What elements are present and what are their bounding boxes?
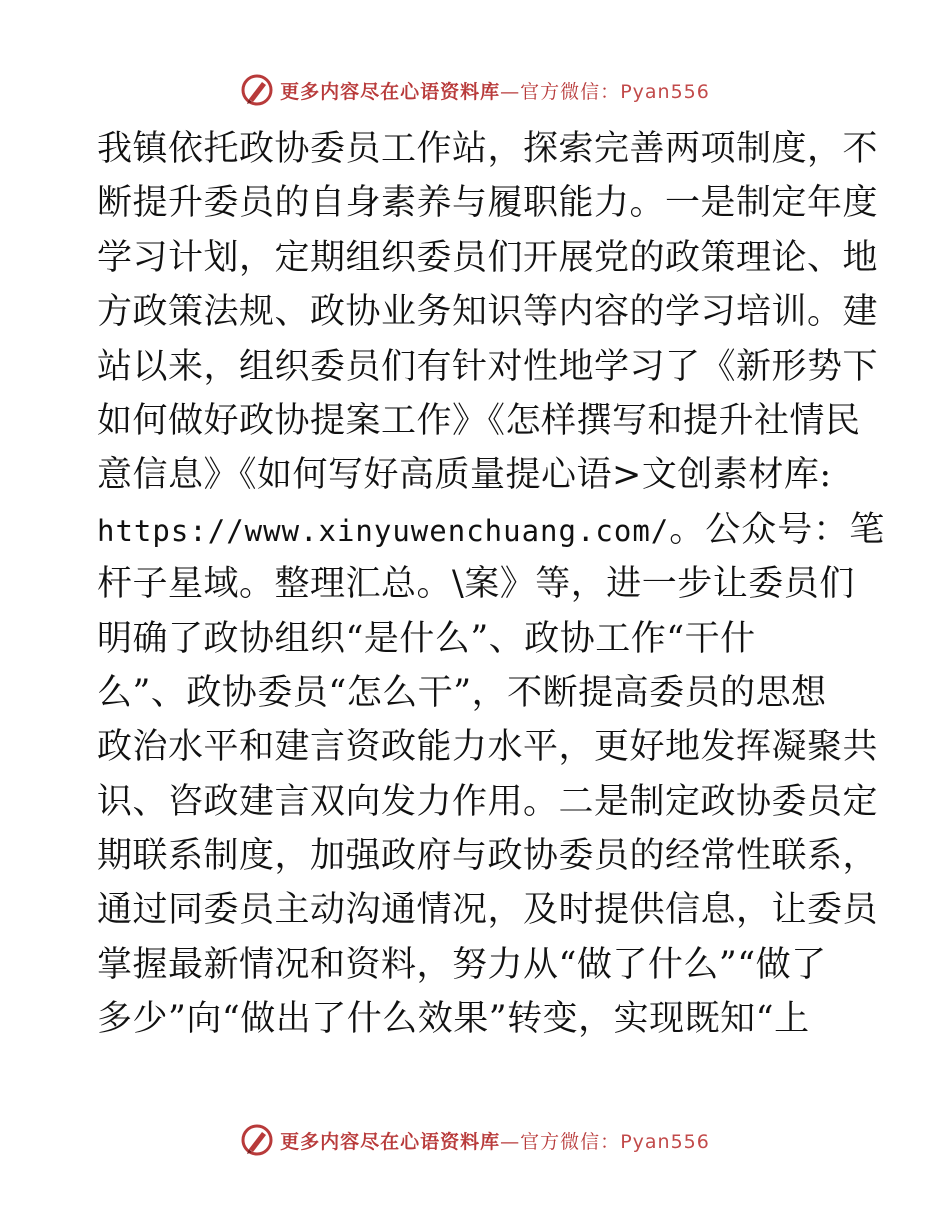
body-line: 方政策法规、政协业务知识等内容的学习培训。建 — [97, 292, 879, 333]
body-line: 明确了政协组织“是什么”、政协工作“干什 — [97, 618, 756, 659]
body-line: 识、咨政建言双向发力作用。二是制定政协委员定 — [97, 781, 879, 822]
body-line: 学习计划，定期组织委员们开展党的政策理论、地 — [97, 237, 879, 278]
footer-banner — [0, 1120, 950, 1160]
body-line: 站以来，组织委员们有针对性地学习了《新形势下 — [97, 346, 879, 387]
body-line: 期联系制度，加强政府与政协委员的经常性联系， — [97, 836, 879, 877]
body-line: 么”、政协委员“怎么干”，不断提高委员的思想 — [97, 672, 827, 713]
body-line: 掌握最新情况和资料，努力从“做了什么”“做了 — [97, 944, 827, 985]
body-line: 通过同委员主动沟通情况，及时提供信息，让委员 — [97, 890, 879, 931]
body-line: 意信息》《如何写好高质量提心语>文创素材库: — [97, 455, 832, 496]
body-line: 如何做好政协提案工作》《怎样撰写和提升社情民 — [97, 400, 861, 441]
body-line: 杆子星域。整理汇总。\案》等，进一步让委员们 — [97, 564, 855, 605]
pen-logo-icon — [240, 73, 274, 107]
document-body — [97, 122, 886, 1047]
footer-banner-text: 更多内容尽在心语资料库—官方微信：Pyan556 — [280, 1130, 710, 1153]
header-banner — [0, 70, 950, 110]
url-text: https://www.xinyuwenchuang.com/ — [97, 513, 670, 548]
body-line: 多少”向“做出了什么效果”转变，实现既知“上 — [97, 999, 810, 1040]
pen-logo-icon — [240, 1123, 274, 1157]
url-line-suffix: 。公众号：笔 — [669, 509, 886, 550]
body-line: 断提升委员的自身素养与履职能力。一是制定年度 — [97, 183, 879, 224]
body-line: 政治水平和建言资政能力水平，更好地发挥凝聚共 — [97, 727, 879, 768]
header-banner-text: 更多内容尽在心语资料库—官方微信：Pyan556 — [280, 80, 710, 103]
body-line: 我镇依托政协委员工作站，探索完善两项制度，不 — [97, 129, 879, 169]
body-line-url — [97, 503, 886, 557]
